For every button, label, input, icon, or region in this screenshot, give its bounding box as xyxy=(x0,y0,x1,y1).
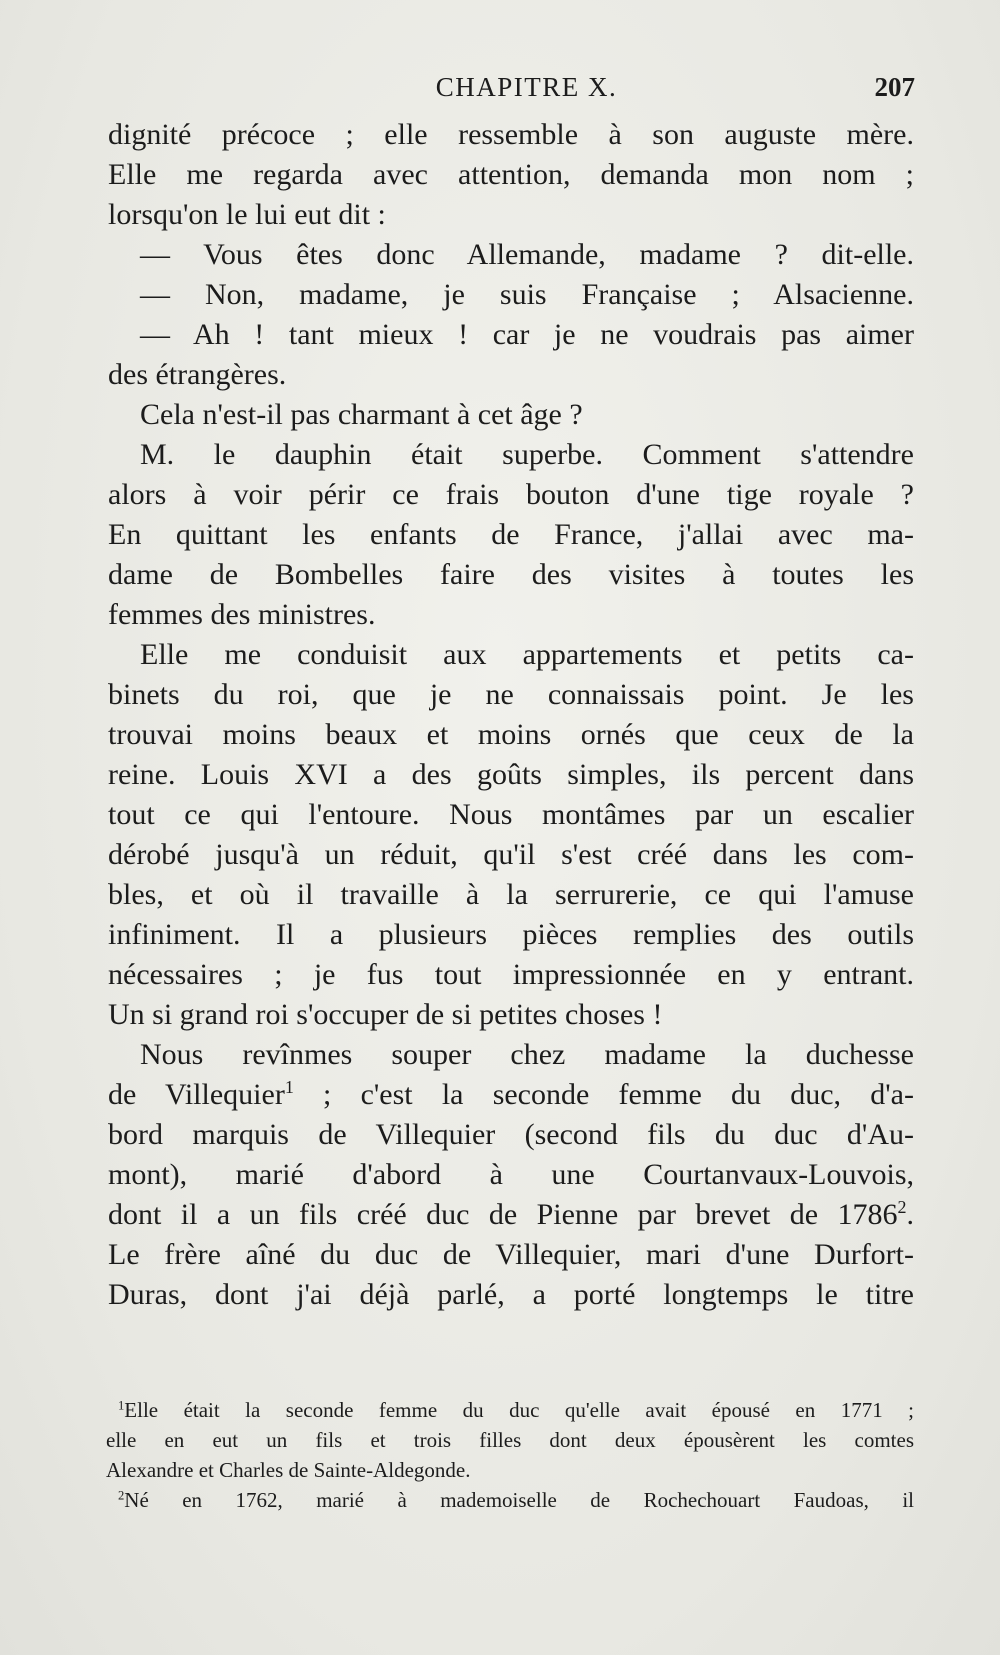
footnote-line xyxy=(106,1395,914,1425)
text-line: Le frère aîné du duc de Villequier, mari d'une Durfort- xyxy=(108,1238,914,1271)
dialogue-line: — Ah ! tant mieux ! car je ne voudrais pas aimer xyxy=(140,318,914,351)
line-segment: de Villequier xyxy=(108,1078,285,1111)
footnote-line: elle en eut un fils et trois filles dont deux épousèrent les comtes xyxy=(106,1428,914,1452)
dialogue-line: — Vous êtes donc Allemande, madame ? dit-elle. xyxy=(140,238,914,271)
footnote-ref: 1 xyxy=(284,1077,294,1098)
text-line: femmes des ministres. xyxy=(108,598,376,631)
body-text xyxy=(108,115,914,1315)
text-line: infiniment. Il a plusieurs pièces remplies des outils xyxy=(108,918,914,951)
text-line: dame de Bombelles faire des visites à toutes les xyxy=(108,558,914,591)
footnote-marker: 2 xyxy=(118,1488,125,1503)
text-line: reine. Louis XVI a des goûts simples, ils percent dans xyxy=(108,758,914,791)
text-line: Nous revînmes souper chez madame la duchesse xyxy=(140,1038,914,1071)
chapter-title: CHAPITRE X. xyxy=(435,72,618,102)
line-segment: dont il a un fils créé duc de Pienne par brevet de 1786 xyxy=(108,1198,898,1231)
footnote-marker: 1 xyxy=(118,1398,125,1413)
footnote-text: Né en 1762, marié à mademoiselle de Rochechouart Faudoas, il xyxy=(124,1488,914,1512)
text-line: lorsqu'on le lui eut dit : xyxy=(108,198,386,231)
footnotes xyxy=(106,1395,914,1515)
text-line: dérobé jusqu'à un réduit, qu'il s'est créé dans les com- xyxy=(108,838,914,871)
text-line: bles, et où il travaille à la serrurerie, ce qui l'amuse xyxy=(108,878,914,911)
text-line: binets du roi, que je ne connaissais point. Je les xyxy=(108,678,914,711)
footnote-line: Alexandre et Charles de Sainte-Aldegonde. xyxy=(106,1458,471,1482)
text-line: des étrangères. xyxy=(108,358,287,391)
text-line: alors à voir périr ce frais bouton d'une tige royale ? xyxy=(108,478,914,511)
text-line: Elle me regarda avec attention, demanda mon nom ; xyxy=(108,158,914,191)
line-segment: . xyxy=(906,1198,914,1231)
text-line xyxy=(108,1195,914,1235)
footnote-line xyxy=(106,1485,914,1515)
text-line: M. le dauphin était superbe. Comment s'attendre xyxy=(140,438,914,471)
footnote-text: Elle était la seconde femme du duc qu'elle avait épousé en 1771 ; xyxy=(124,1398,914,1422)
text-line: Duras, dont j'ai déjà parlé, a porté longtemps le titre xyxy=(108,1278,914,1311)
text-line: dignité précoce ; elle ressemble à son auguste mère. xyxy=(108,118,914,151)
line-segment: ; c'est la seconde femme du duc, d'a- xyxy=(293,1078,914,1111)
text-line: En quittant les enfants de France, j'allai avec ma- xyxy=(108,518,914,551)
text-line: mont), marié d'abord à une Courtanvaux-Louvois, xyxy=(108,1158,914,1191)
text-line: tout ce qui l'entoure. Nous montâmes par un escalier xyxy=(108,798,914,831)
text-line: Cela n'est-il pas charmant à cet âge ? xyxy=(140,398,583,431)
text-line: Un si grand roi s'occuper de si petites choses ! xyxy=(108,998,663,1031)
text-line xyxy=(108,1075,914,1115)
footnote-ref: 2 xyxy=(897,1197,907,1218)
text-line: bord marquis de Villequier (second fils du duc d'Au- xyxy=(108,1118,914,1151)
text-line: Elle me conduisit aux appartements et petits ca- xyxy=(140,638,914,671)
running-header xyxy=(110,72,915,112)
dialogue-line: — Non, madame, je suis Française ; Alsacienne. xyxy=(140,278,914,311)
text-line: trouvai moins beaux et moins ornés que ceux de la xyxy=(108,718,914,751)
page-number: 207 xyxy=(874,72,915,102)
text-line: nécessaires ; je fus tout impressionnée en y entrant. xyxy=(108,958,914,991)
